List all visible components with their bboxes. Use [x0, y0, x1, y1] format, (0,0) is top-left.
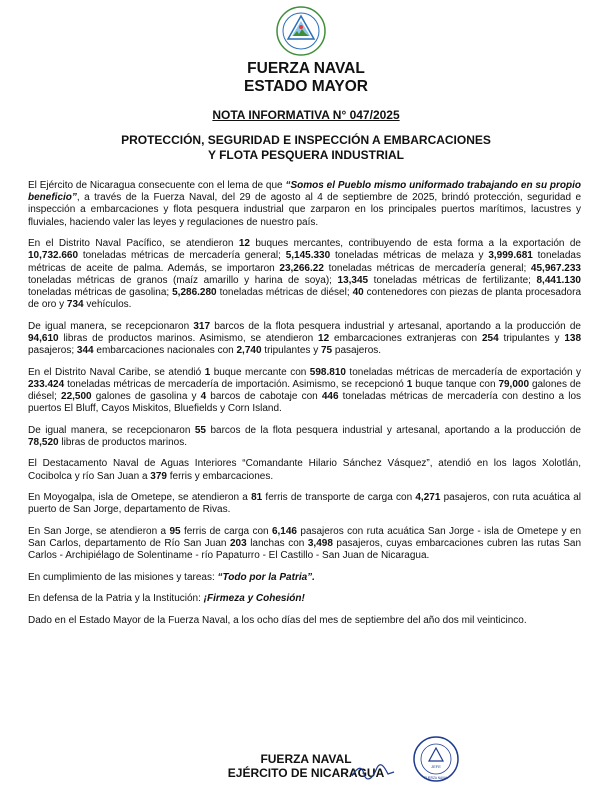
org-unit: ESTADO MAYOR [243, 78, 368, 95]
footer-line-2: EJÉRCITO DE NICARAGUA [227, 766, 385, 780]
motto-firmeza: ¡Firmeza y Cohesión! [203, 593, 305, 605]
document-title [0, 133, 612, 162]
handwritten-signature-icon [350, 762, 396, 782]
signature-block [0, 752, 612, 780]
title-line-1: PROTECCIÓN, SEGURIDAD E INSPECCIÓN A EMBARCACIONES [121, 133, 491, 147]
paragraph-inland-waters: El Destacamento Naval de Aguas Interiores “Comandante Hilario Sánchez Vásquez”, atendió en los lagos Xolotlán, Cocibolca y río San Juan a 379 ferris y embarcaciones. [28, 458, 581, 482]
paragraph-pacific-fleet: De igual manera, se recepcionaron 317 barcos de la flota pesquera industrial y artesanal, aportando a la producción de 94,610 libras de productos marinos. Asimismo, se atendieron 12 embarcaciones extranjeras con 254 tripulantes y 138 pasajeros; 344 embarcaciones nacionales con 2,740 tripulantes y 75 pasajeros. [28, 320, 582, 357]
paragraph-pacific: En el Distrito Naval Pacífico, se atendieron 12 buques mercantes, contribuyendo de esta forma a la exportación de 10,732.660 toneladas métricas de mercadería general; 5,145.330 toneladas métricas de melaza y 3,999.681 toneladas métricas de aceite de palma. Además, se importaron 23,266.22 toneladas métricas de mercadería general; 45,967.233 toneladas métricas de granos (maíz amarillo y harina de soya); 13,345 toneladas métricas de fertilizante; 8,441.130 toneladas métricas de gasolina; 5,286.280 toneladas métricas de diésel; 40 contenedores con piezas de planta procesadora de oro y 734 vehículos. [28, 238, 582, 311]
paragraph-caribbean-fleet: De igual manera, se recepcionaron 55 barcos de la flota pesquera industrial y artesanal, aportando a la producción de 78,520 libras de productos marinos. [28, 424, 581, 448]
paragraph-moyogalpa: En Moyogalpa, isla de Ometepe, se atendieron a 81 ferris de transporte de carga con 4,271 pasajeros, con ruta acuática al puerto de San Jorge, departamento de Rivas. [28, 492, 581, 516]
paragraph-closing: Dado en el Estado Mayor de la Fuerza Naval, a los ocho días del mes de septiembre del año dos mil veinticinco. [28, 614, 527, 626]
footer-line-1: FUERZA NAVAL [260, 752, 352, 766]
paragraph-caribbean: En el Distrito Naval Caribe, se atendió 1 buque mercante con 598.810 toneladas métricas de mercadería de exportación y 233.424 toneladas métricas de mercadería de importación. Asimismo, se recepcionó 1 buque tanque con 79,000 galones de diésel; 22,500 galones de gasolina y 4 barcos de cabotaje con 446 toneladas métricas de mercadería con destino a los puertos El Bluff, Cayos Miskitos, Bluefields y Corn Island. [28, 366, 582, 415]
paragraph-intro: El Ejército de Nicaragua consecuente con el lema de que “Somos el Pueblo mismo uniformado trabajando en su propio beneficio”, a través de la Fuerza Naval, del 29 de agosto al 4 de septiembre de 2025, brindó protección, seguridad e inspección a embarcaciones y flota pesquera industrial que zarparon en los principales puertos marítimos, lacustres y fluviales, haciendo valer las leyes y regulaciones de nuestro país. [28, 180, 582, 228]
org-name: FUERZA NAVAL [247, 60, 365, 77]
motto-todo-por-la-patria: “Todo por la Patria”. [217, 571, 315, 583]
motto-quote: “Somos el Pueblo mismo uniformado trabajando en su propio beneficio” [28, 180, 582, 204]
naval-seal-icon [412, 735, 460, 783]
title-line-2: Y FLOTA PESQUERA INDUSTRIAL [207, 147, 404, 162]
paragraph-san-jorge: En San Jorge, se atendieron a 95 ferris de carga con 6,146 pasajeros con ruta acuática San Jorge - isla de Ometepe y en San Carlos, departamento de Río San Juan 203 lanchas con 3,498 pasajeros, cuyas embarcaciones cubren las rutas San Carlos - Archipiélago de Solentiname - río Papaturro - El Castillo - San Juan de Nicaragua. [28, 525, 582, 562]
nicaragua-coat-of-arms-icon [275, 5, 327, 57]
seal-label-jefe: JEFE [431, 764, 441, 769]
note-number: NOTA INFORMATIVA N° 047/2025 [212, 108, 400, 122]
paragraph-defense: En defensa de la Patria y la Institución: ¡Firmeza y Cohesión! [28, 593, 305, 605]
seal-label-naval: FUERZA NAVAL [424, 776, 448, 780]
paragraph-missions: En cumplimiento de las misiones y tareas: “Todo por la Patria”. [28, 571, 315, 583]
body-text [28, 180, 581, 636]
